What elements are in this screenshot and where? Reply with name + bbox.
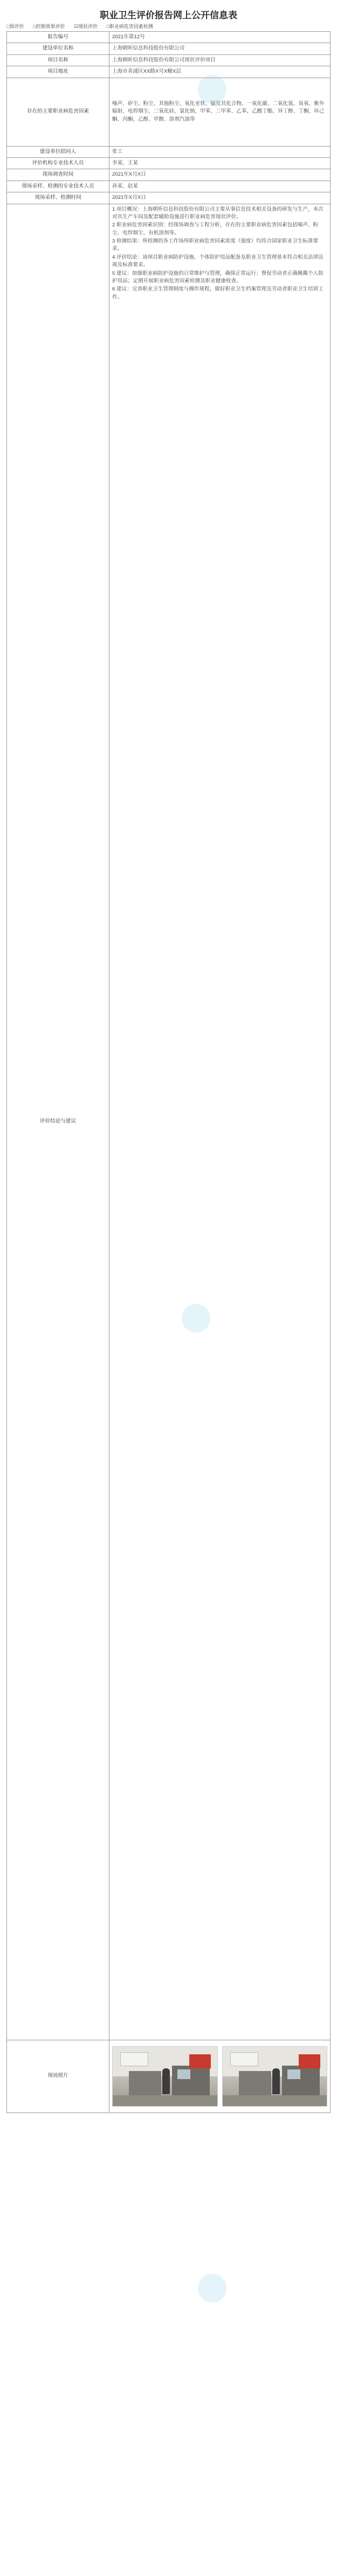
survey-time-label: 现场调查时间 [7,169,109,181]
option-hazard-detection[interactable]: □职业病危害因素检测 [106,24,153,29]
conclusion-paragraph: 3 检测结果：所检测的各工作场所职业病危害因素浓度（强度）均符合国家职业卫生标准要求。 [112,238,319,252]
table-row [7,169,331,181]
project-name-value: 上海朝昕信息科技股份有限公司现状评价项目 [109,54,331,66]
info-table [6,31,331,2113]
table-row [7,204,331,2040]
project-address-label: 项目地址 [7,66,109,78]
option-status-evaluation[interactable]: ☑现状评价 [73,24,98,29]
option-control-evaluation[interactable]: □控制效果评价 [32,24,65,29]
conclusion-content [109,204,331,2040]
project-name-label: 项目名称 [7,54,109,66]
table-row [7,32,331,43]
table-row [7,66,331,78]
table-row [7,78,331,146]
main-hazards-label: 存在的主要职业病危害因素 [7,78,109,146]
sampling-time-label: 现场采样、检测时间 [7,192,109,204]
report-no-label: 报告编号 [7,32,109,43]
sampling-person-value: 孙某、赵某 [109,181,331,192]
evaluation-person-label: 评价机构专业技术人员 [7,157,109,169]
conclusion-paragraph: 5 建议：加强职业病防护设施的日常维护与管理，确保正常运行；督促劳动者正确佩戴个人防护用品；定期开展职业病危害因素检测及职业健康检查。 [112,270,324,285]
sampling-time-value: 2021年X月X日 [109,192,331,204]
table-row [7,2040,331,2113]
option-pre-evaluation[interactable]: □预评价 [6,24,24,29]
sampling-person-label: 现场采样、检测的专业技术人员 [7,181,109,192]
conclusion-paragraph: 4 评价结论：该项目职业病防护设施、个体防护用品配备及职业卫生管理基本符合相关法律法规及标准要求。 [112,254,324,268]
contact-person-value: 张工 [109,146,331,157]
watermark: ● [169,1288,220,1343]
table-row [7,43,331,54]
watermark: ● [185,59,236,114]
conclusion-label: 评价结论与建议 [7,204,109,2040]
page-title: 职业卫生评价报告网上公开信息表 [100,10,237,20]
survey-time-value: 2021年X月X日 [109,169,331,181]
table-row [7,157,331,169]
table-row [7,192,331,204]
unit-name-label: 建设单位名称 [7,43,109,54]
contact-person-label: 建设单位陪同人 [7,146,109,157]
project-address-value: 上海市青浦区XX路X号X幢X层 [109,66,331,78]
main-hazards-value: 噪声、矽尘、粉尘、其他粉尘、氧化亚铁、锰及其化合物、一氧化碳、二氧化氮、臭氧、紫外辐射、电焊烟尘、二氧化硅、氯化钠、甲苯、二甲苯、乙苯、乙酸丁酯、异丁醇、丁酮、环己酮、丙酮、乙醇、甲醇、溶剂汽油等 [109,78,331,146]
photos-label: 现场照片 [7,2040,109,2113]
unit-name-value: 上海朝昕信息科技股份有限公司 [109,43,331,54]
watermark: ● [185,2258,236,2313]
table-row [7,54,331,66]
table-row [7,181,331,192]
conclusion-paragraph: 1 项目概况：上海朝昕信息科技股份有限公司主要从事信息技术相关设备的研发与生产，本次对其生产车间及配套辅助设施进行职业病危害现状评价。 [112,206,324,220]
report-type-options [6,23,161,30]
conclusion-paragraph: 2 职业病危害因素识别：经现场调查与工程分析，存在的主要职业病危害因素包括噪声、粉尘、电焊烟尘、有机溶剂等。 [112,222,319,236]
conclusion-paragraph: 6 建议：完善职业卫生管理制度与操作规程，做好职业卫生档案管理及劳动者职业卫生培训工作。 [112,286,324,300]
photos-cell [109,2040,331,2113]
site-photo [222,2046,328,2107]
evaluation-person-value: 李某、王某 [109,157,331,169]
table-row [7,146,331,157]
report-no-value: 2021年第12号 [109,32,331,43]
site-photo [112,2046,218,2107]
